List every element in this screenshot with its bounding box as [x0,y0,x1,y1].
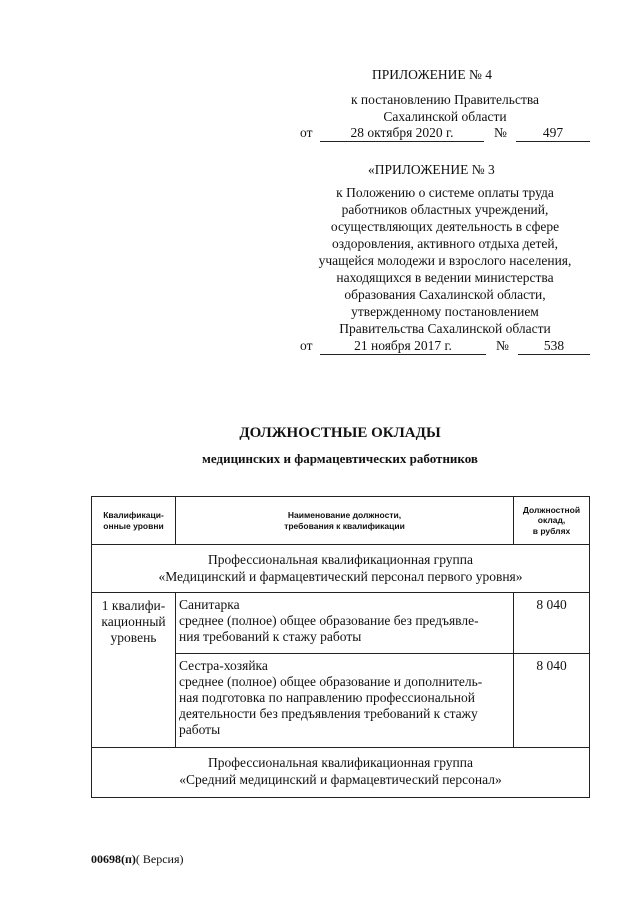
salary-cell: 8 040 [514,654,590,748]
appendix3-line: находящихся в ведении министерства [336,270,554,285]
document-code-number: 00698(п) [91,852,136,866]
qualification-level-cell: 1 квалифи- кационный уровень [92,593,176,748]
page-subtitle: медицинских и фармацевтических работников [202,451,478,466]
appendix3-line: утвержденному постановлением [351,304,539,319]
appendix4-line1: к постановлению Правительства [350,92,540,107]
header-position-requirements: Наименование должности, требования к квалификации [176,497,514,545]
header-qualification-levels: Квалификаци- онные уровни [92,497,176,545]
appendix3-number: 538 [518,338,590,355]
group-title-first-level [92,545,590,593]
appendix3-title: «ПРИЛОЖЕНИЕ № 3 [368,162,495,177]
appendix3-no-label: № [496,338,509,353]
appendix4-line2: Сахалинской области [383,109,507,124]
appendix4-number: 497 [516,125,590,142]
appendix4-title: ПРИЛОЖЕНИЕ № 4 [372,67,493,82]
group-line: «Средний медицинский и фармацевтический персонал» [179,772,502,787]
appendix3-from-label: от [300,338,313,353]
table-row [92,593,590,654]
group-line: Профессиональная квалификационная группа [208,552,473,567]
position-name: Санитарка [179,597,240,612]
page-title: ДОЛЖНОСТНЫЕ ОКЛАДЫ [239,425,441,441]
document-version: ( Версия) [135,852,184,866]
appendix3-line: учащейся молодежи и взрослого населения, [318,253,572,268]
appendix3-line: к Положению о системе оплаты труда [336,185,554,200]
group-title-middle-level [92,748,590,798]
position-requirements: среднее (полное) общее образование и дополнитель- ная подготовка по направлению профессиональной деятельности без предъявления требований к стажу работы [179,674,483,737]
appendix4-from-label: от [300,125,313,140]
document-code [91,852,184,867]
salary-table [91,496,590,798]
header-salary: Должностной оклад, в рублях [514,497,590,545]
position-cell [176,593,514,654]
salary-cell: 8 040 [514,593,590,654]
position-cell [176,654,514,748]
position-requirements: среднее (полное) общее образование без предъявле- ния требований к стажу работы [179,613,479,644]
group-row [92,748,590,798]
group-line: Профессиональная квалификационная группа [208,755,473,770]
appendix3-line: образования Сахалинской области, [344,287,546,302]
group-row [92,545,590,593]
appendix3-line: работников областных учреждений, [341,202,549,217]
appendix3-lines [290,184,600,337]
appendix4-no-label: № [494,125,507,140]
appendix3-line: оздоровления, активного отдыха детей, [332,236,558,251]
appendix3-line: осуществляющих деятельность в сфере [330,219,560,234]
appendix3-line: Правительства Сахалинской области [339,321,551,336]
table-header-row [92,497,590,545]
appendix3-date: 21 ноября 2017 г. [320,338,486,355]
position-name: Сестра-хозяйка [179,658,268,673]
appendix4-date: 28 октября 2020 г. [320,125,484,142]
group-line: «Медицинский и фармацевтический персонал первого уровня» [158,569,523,584]
